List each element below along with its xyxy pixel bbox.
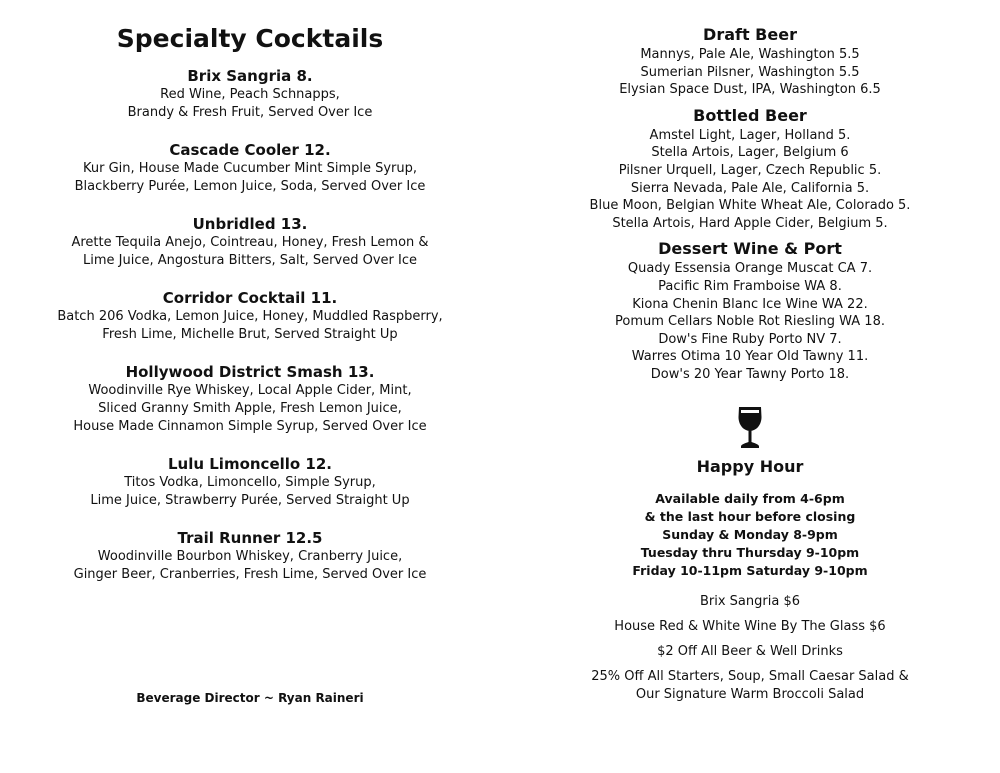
dessert-wine-item: Kiona Chenin Blanc Ice Wine WA 22. [632,296,868,312]
happy-hour-special: Brix Sangria $6 [699,593,800,609]
bottled-beer-heading: Bottled Beer [693,105,807,125]
cocktail-item [0,140,500,196]
dessert-wine-item: Pomum Cellars Noble Rot Riesling WA 18. [615,314,885,330]
bottled-beer-item: Stella Artois, Hard Apple Cider, Belgium 5. [612,215,888,231]
happy-hour-time-line: Tuesday thru Thursday 9-10pm [640,545,860,561]
cocktail-description: Blackberry Purée, Lemon Juice, Soda, Served Over Ice [74,179,426,194]
happy-hour-special: House Red & White Wine By The Glass $6 [614,618,886,634]
cocktail-item [0,288,500,344]
cocktail-name: Cascade Cooler 12. [169,141,331,159]
cocktail-description: Red Wine, Peach Schnapps, [160,87,340,102]
cocktail-description: Woodinville Rye Whiskey, Local Apple Cider, Mint, [88,383,412,398]
dessert-wine-item: Quady Essensia Orange Muscat CA 7. [627,261,873,277]
happy-hour-times [500,490,1000,581]
draft-beer-item: Elysian Space Dust, IPA, Washington 6.5 [619,82,881,98]
happy-hour-special: $2 Off All Beer & Well Drinks [657,643,843,659]
cocktail-item [0,528,500,584]
cocktail-name: Corridor Cocktail 11. [162,289,338,307]
draft-beer-heading: Draft Beer [703,25,797,44]
beverage-director-credit: Beverage Director ~ Ryan Raineri [136,691,364,705]
cocktail-name: Brix Sangria 8. [187,67,313,85]
happy-hour-time-line: Available daily from 4-6pm [655,490,845,506]
cocktail-description: Titos Vodka, Limoncello, Simple Syrup, [124,475,376,490]
cocktail-name: Unbridled 13. [192,215,308,233]
cocktail-description: House Made Cinnamon Simple Syrup, Served Over Ice [73,419,427,434]
page-title: Specialty Cocktails [116,24,384,53]
dessert-wine-item: Dow's Fine Ruby Porto NV 7. [658,331,842,347]
cocktail-description: Kur Gin, House Made Cucumber Mint Simple Syrup, [82,161,418,176]
draft-beer-item: Mannys, Pale Ale, Washington 5.5 [640,47,860,62]
cocktail-description: Brandy & Fresh Fruit, Served Over Ice [127,105,373,120]
beer-wine-column [500,0,1000,711]
cocktail-item [0,362,500,436]
bottled-beer-item: Blue Moon, Belgian White Wheat Ale, Colorado 5. [589,198,911,214]
bottled-beer-item: Pilsner Urquell, Lager, Czech Republic 5. [618,162,882,178]
cocktail-description: Fresh Lime, Michelle Brut, Served Straight Up [102,327,398,342]
dessert-wine-item: Warres Otima 10 Year Old Tawny 11. [631,349,869,365]
draft-beer-item: Sumerian Pilsner, Washington 5.5 [640,64,860,80]
cocktail-description: Batch 206 Vodka, Lemon Juice, Honey, Muddled Raspberry, [57,309,443,324]
cocktail-name: Lulu Limoncello 12. [167,455,333,473]
bottled-beer-item: Sierra Nevada, Pale Ale, California 5. [630,180,870,196]
dessert-wine-item: Dow's 20 Year Tawny Porto 18. [650,366,850,382]
cocktail-name: Trail Runner 12.5 [177,529,323,547]
cocktail-description: Woodinville Bourbon Whiskey, Cranberry Juice, [97,549,403,564]
cocktail-item [0,66,500,122]
cocktail-description: Arette Tequila Anejo, Cointreau, Honey, Fresh Lemon & [71,235,429,250]
cocktail-description: Sliced Granny Smith Apple, Fresh Lemon Juice, [98,401,402,416]
happy-hour-time-line: Sunday & Monday 8-9pm [662,526,838,542]
wine-glass-icon [736,406,764,450]
cocktail-item [0,454,500,510]
dessert-wine-heading: Dessert Wine & Port [658,239,842,259]
cocktail-description: Lime Juice, Strawberry Purée, Served Straight Up [90,493,410,508]
bottled-beer-item: Amstel Light, Lager, Holland 5. [649,127,851,143]
happy-hour-special-line: Our Signature Warm Broccoli Salad [635,686,865,702]
cocktail-item [0,214,500,270]
happy-hour-special-multiline [500,668,1000,704]
happy-hour-special-line: 25% Off All Starters, Soup, Small Caesar Salad & [591,668,909,684]
happy-hour-time-line: Friday 10-11pm Saturday 9-10pm [632,563,868,579]
cocktail-name: Hollywood District Smash 13. [125,363,375,381]
happy-hour-heading: Happy Hour [696,456,804,476]
happy-hour-time-line: & the last hour before closing [644,508,856,524]
cocktail-description: Lime Juice, Angostura Bitters, Salt, Served Over Ice [83,253,417,268]
cocktail-description: Ginger Beer, Cranberries, Fresh Lime, Served Over Ice [73,567,427,582]
dessert-wine-item: Pacific Rim Framboise WA 8. [658,278,842,294]
bottled-beer-item: Stella Artois, Lager, Belgium 6 [651,145,849,161]
cocktails-column [0,0,500,602]
